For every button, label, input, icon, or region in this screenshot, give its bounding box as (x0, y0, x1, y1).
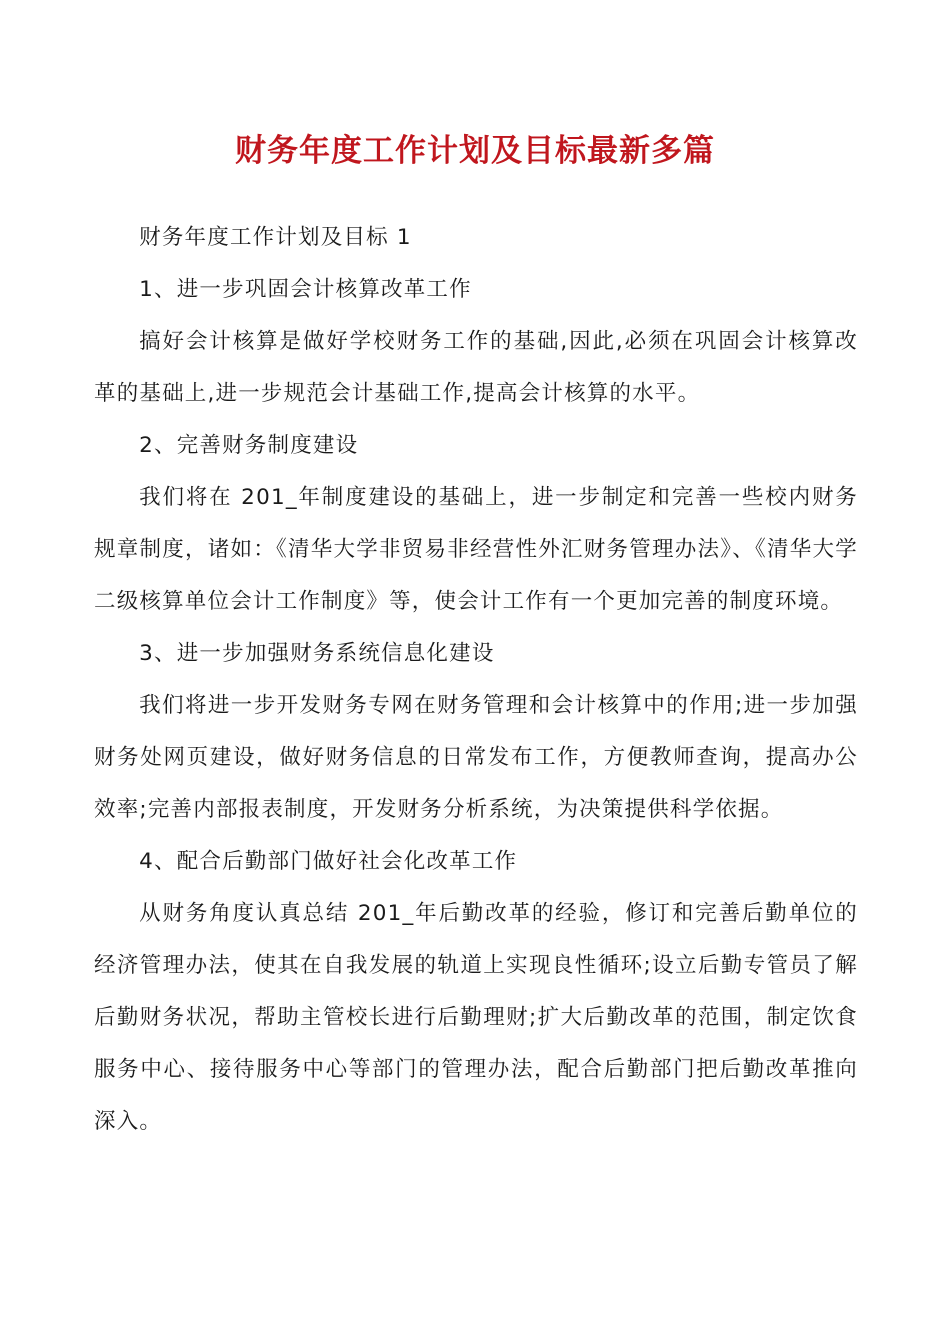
item-heading-3: 3、进一步加强财务系统信息化建设 (139, 641, 495, 666)
item-heading-2: 2、完善财务制度建设 (139, 433, 359, 458)
item-body-2: 我们将在 201_年制度建设的基础上，进一步制定和完善一些校内财务规章制度，诸如：《清华大学非贸易非经营性外汇财务管理办法》、《清华大学二级核算单位会计工作制度》等，使会计工作有一个更加完善的制度环境。 (94, 485, 858, 614)
item-body-3: 我们将进一步开发财务专网在财务管理和会计核算中的作用;进一步加强财务处网页建设，做好财务信息的日常发布工作，方便教师查询，提高办公效率;完善内部报表制度，开发财务分析系统，为决策提供科学依据。 (94, 693, 858, 822)
item-body-1: 搞好会计核算是做好学校财务工作的基础,因此,必须在巩固会计核算改革的基础上,进一步规范会计基础工作,提高会计核算的水平。 (94, 329, 858, 406)
document-title: 财务年度工作计划及目标最新多篇 (235, 132, 715, 169)
item-body-4: 从财务角度认真总结 201_年后勤改革的经验，修订和完善后勤单位的经济管理办法，使其在自我发展的轨道上实现良性循环;设立后勤专管员了解后勤财务状况，帮助主管校长进行后勤理财;扩大后勤改革的范围，制定饮食服务中心、接待服务中心等部门的管理办法，配合后勤部门把后勤改革推向深入。 (94, 901, 858, 1134)
item-heading-4: 4、配合后勤部门做好社会化改革工作 (139, 849, 518, 874)
document-body (94, 212, 858, 1148)
item-heading-1: 1、进一步巩固会计核算改革工作 (139, 277, 472, 302)
section-title: 财务年度工作计划及目标 1 (139, 225, 412, 250)
